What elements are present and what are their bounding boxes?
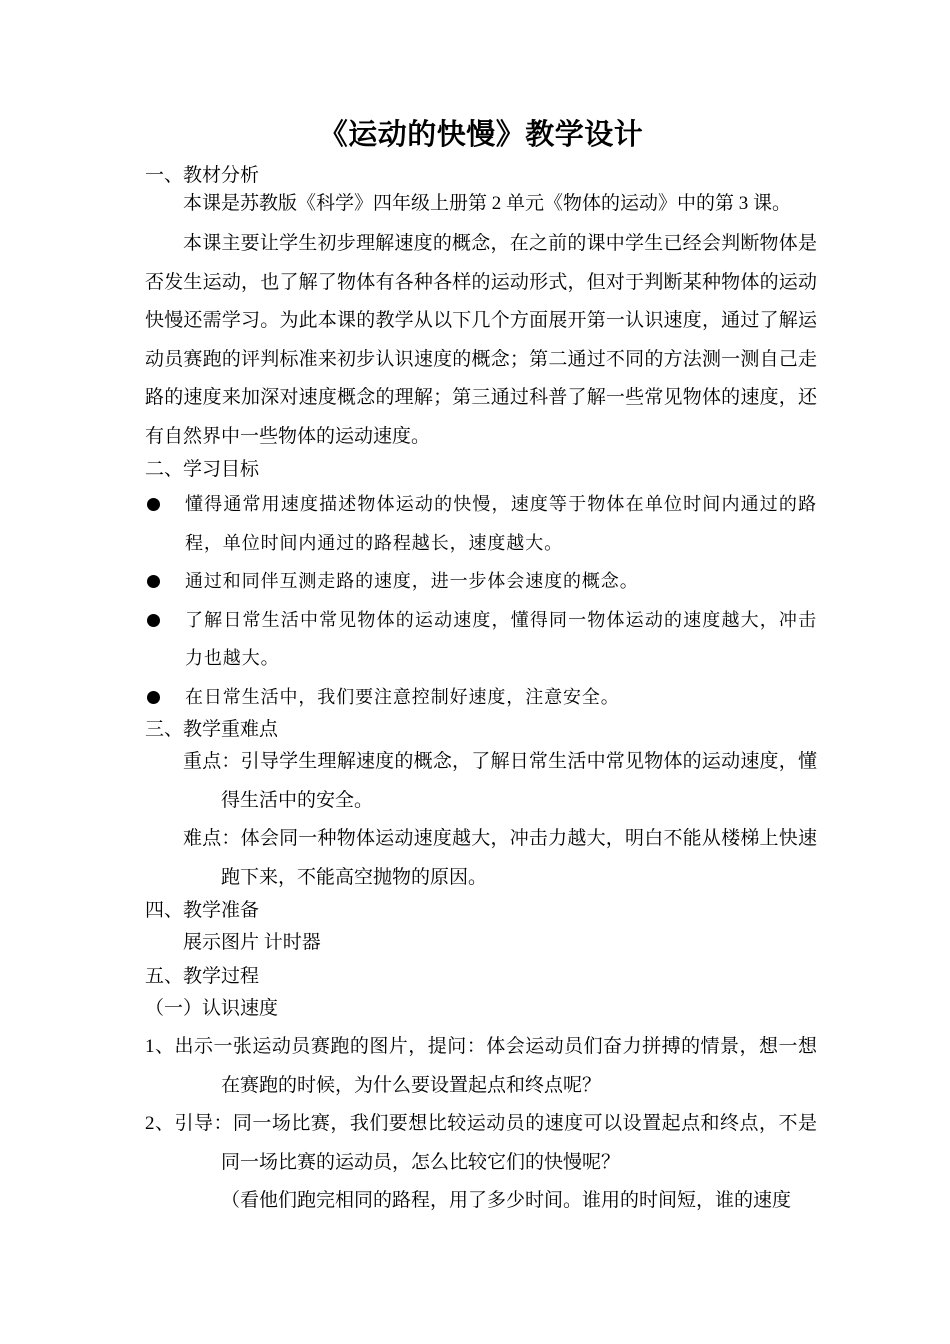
difficult-point-text: 难点：体会同一种物体运动速度越大，冲击力越大，明白不能从楼梯上快速跑下来，不能高空抛物的原因。 — [183, 828, 817, 888]
bullet-icon — [147, 614, 160, 627]
list-item — [145, 562, 817, 601]
section-heading-key-and-difficult-points: 三、教学重难点 — [145, 719, 279, 740]
learning-objectives-list — [145, 485, 817, 716]
teaching-step-1: 1、出示一张运动员赛跑的图片，提问：体会运动员们奋力拼搏的情景，想一想在赛跑的时候，为什么要设置起点和终点呢？ — [145, 1036, 817, 1096]
teaching-step-2: 2、引导：同一场比赛，我们要想比较运动员的速度可以设置起点和终点，不是同一场比赛的运动员，怎么比较它们的快慢呢？ — [145, 1113, 817, 1173]
list-item-label: 在日常生活中，我们要注意控制好速度，注意安全。 — [185, 686, 620, 707]
teaching-step-2-note: （看他们跑完相同的路程，用了多少时间。谁用的时间短，谁的速度 — [221, 1190, 792, 1211]
key-point-text: 重点：引导学生理解速度的概念，了解日常生活中常见物体的运动速度，懂得生活中的安全。 — [183, 751, 817, 811]
section-heading-teaching-material-analysis: 一、教材分析 — [145, 165, 260, 186]
list-item-label: 了解日常生活中常见物体的运动速度，懂得同一物体运动的速度越大，冲击力也越大。 — [185, 609, 817, 668]
list-item-label: 懂得通常用速度描述物体运动的快慢，速度等于物体在单位时间内通过的路程，单位时间内通过的路程越长，速度越大。 — [185, 494, 817, 553]
section-heading-learning-objectives: 二、学习目标 — [145, 459, 260, 480]
subsection-heading-understanding-speed: （一）认识速度 — [145, 997, 279, 1019]
bullet-icon — [147, 575, 160, 588]
list-item — [145, 601, 817, 678]
section-1-body-text: 本课主要让学生初步理解速度的概念，在之前的课中学生已经会判断物体是否发生运动，也了解了物体有各种各样的运动形式，但对于判断某种物体的运动快慢还需学习。为此本课的教学从以下几个方面展开第一认识速度，通过了解运动员赛跑的评判标准来初步认识速度的概念；第二通过不同的方法测一测自己走路的速度来加深对速度概念的理解；第三通过科普了解一些常见物体的速度，还有自然界中一些物体的运动速度。 — [145, 233, 817, 447]
bullet-icon — [147, 498, 160, 511]
bullet-icon — [147, 691, 160, 704]
page-title: 《运动的快慢》教学设计 — [318, 117, 644, 151]
section-heading-teaching-process: 五、教学过程 — [145, 965, 260, 987]
section-heading-teaching-preparation: 四、教学准备 — [145, 900, 260, 921]
list-item-label: 通过和同伴互测走路的速度，进一步体会速度的概念。 — [185, 571, 639, 591]
list-item — [145, 485, 817, 562]
list-item — [145, 678, 817, 717]
document-content — [145, 112, 817, 1221]
teaching-materials-text: 展示图片 计时器 — [183, 932, 321, 953]
section-1-intro-text: 本课是苏教版《科学》四年级上册第 2 单元《物体的运动》中的第 3 课。 — [183, 193, 792, 214]
